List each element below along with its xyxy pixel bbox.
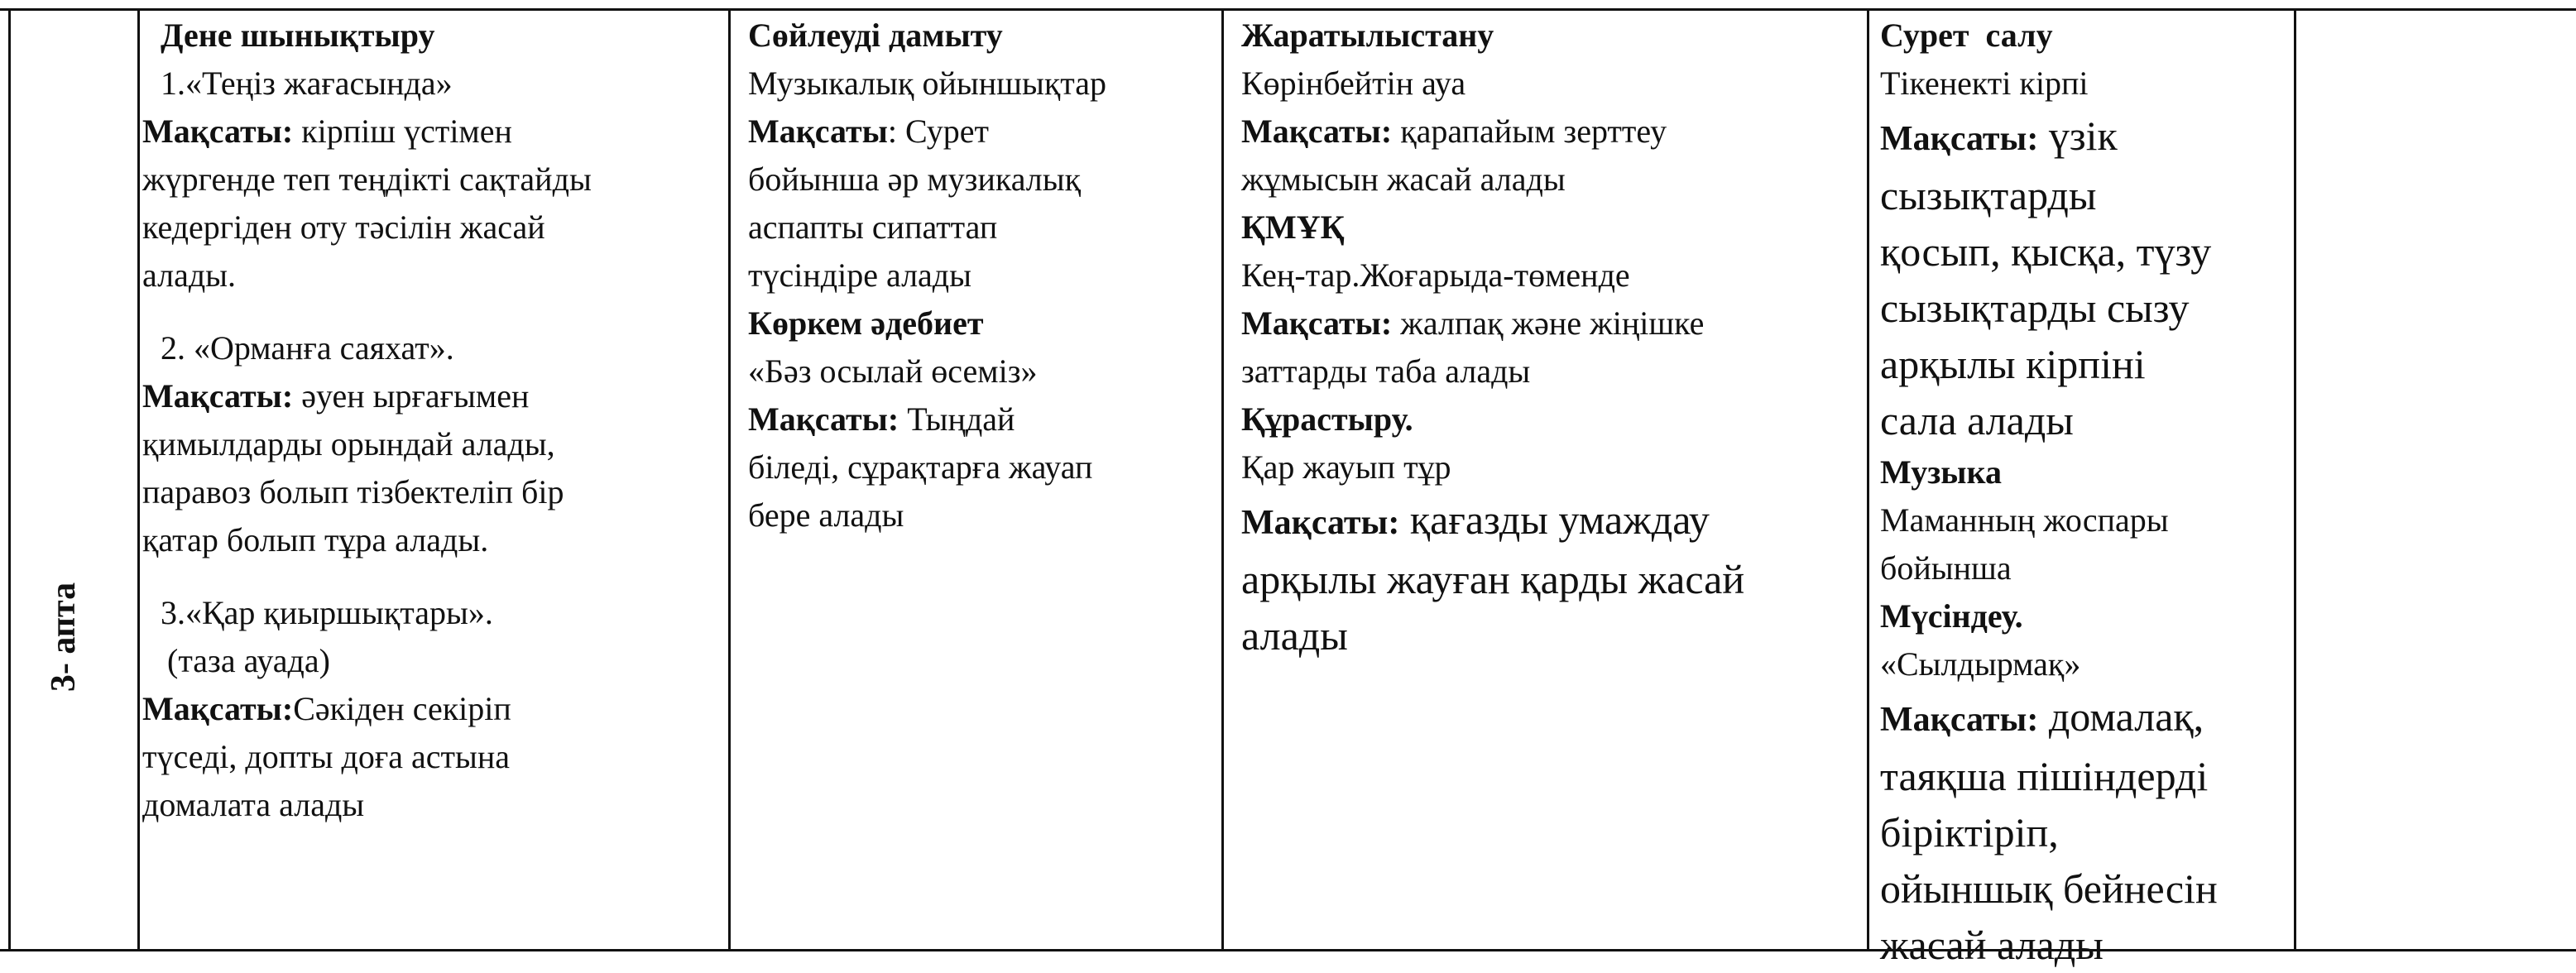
goal-text: қатар болып тұра алады.	[142, 521, 489, 558]
column-divider	[2294, 8, 2296, 951]
goal-text: заттарды таба алады	[1241, 352, 1531, 390]
activity-title: бойынша	[1880, 549, 2012, 587]
goal-line	[1241, 108, 1864, 156]
goal-label: Мақсаты:	[748, 400, 899, 438]
subject-title: ҚМҰҚ	[1241, 208, 1345, 246]
activity-title: Көрінбейтін ауа	[1241, 65, 1466, 102]
activity-title: «Сылдырмақ»	[1880, 645, 2081, 683]
cell-physical-education	[142, 12, 725, 829]
subject-title: Музыка	[1880, 453, 2002, 491]
activity-subtitle: (таза ауада)	[167, 642, 330, 679]
table-border-left	[8, 8, 11, 951]
subject-title: Көркем әдебиет	[748, 304, 984, 342]
subject-title: Дене шынықтыру	[161, 17, 435, 54]
goal-text: Тыңдай	[899, 400, 1015, 438]
goal-label: Мақсаты	[748, 113, 888, 150]
activity-title: 3.«Қар қиыршықтары».	[161, 594, 493, 631]
goal-text: жалпақ және жіңішке	[1392, 304, 1705, 342]
column-divider	[1221, 8, 1224, 951]
spacer	[142, 300, 725, 324]
cell-drawing	[1880, 12, 2291, 973]
activity-title: 1.«Теңіз жағасында»	[161, 65, 453, 102]
goal-text: кірпіш үстімен	[293, 113, 512, 150]
goal-label: Мақсаты:	[1241, 504, 1400, 542]
column-divider	[728, 8, 731, 951]
goal-text: қағазды умаждау	[1399, 496, 1710, 543]
activity-title: Қар жауып тұр	[1241, 448, 1451, 486]
goal-label: Мақсаты:	[1880, 701, 2039, 739]
subject-title: Құрастыру.	[1241, 400, 1413, 438]
goal-text: арқылы жауған қарды жасай	[1241, 556, 1745, 602]
goal-line	[1880, 108, 2291, 167]
goal-text: бойынша әр музикалық	[748, 161, 1082, 198]
goal-text: жұмысын жасай алады	[1241, 161, 1566, 198]
activity-title: Музыкалық ойыншықтар	[748, 65, 1106, 102]
goal-text: жасай алады	[1880, 922, 2103, 968]
cell-speech-development	[748, 12, 1220, 539]
cell-empty	[2300, 12, 2574, 947]
goal-text: кедергіден оту тәсілін жасай	[142, 208, 545, 246]
goal-line	[1241, 300, 1864, 348]
goal-label: Мақсаты:	[142, 377, 294, 415]
goal-text: ойыншық бейнесін	[1880, 865, 2218, 912]
activity-title: «Бәз осылай өсеміз»	[748, 352, 1038, 390]
spacer	[142, 564, 725, 589]
goal-text: сызықтарды сызу	[1880, 285, 2190, 331]
activity-title: Тікенекті кірпі	[1880, 65, 2089, 102]
goal-text: қосып, қысқа, түзу	[1880, 228, 2212, 275]
goal-line	[142, 108, 725, 156]
goal-text: қарапайым зерттеу	[1392, 113, 1667, 150]
goal-text: : Сурет	[887, 113, 989, 150]
goal-text: домалақ,	[2038, 693, 2204, 740]
goal-text: сызықтарды	[1880, 172, 2097, 218]
subject-title: Мүсіндеу.	[1880, 597, 2023, 635]
goal-label: Мақсаты:	[142, 113, 294, 150]
activity-title: Кең-тар.Жоғарыда-төменде	[1241, 256, 1630, 294]
week-label: 3- апта	[45, 582, 83, 693]
goal-text: алады	[1241, 612, 1348, 659]
goal-label: Мақсаты:	[142, 690, 294, 727]
goal-line	[748, 108, 1220, 156]
cell-natural-science	[1241, 12, 1864, 664]
column-divider	[1867, 8, 1869, 951]
goal-text: біріктіріп,	[1880, 809, 2059, 856]
goal-text: паравоз болып тізбектеліп бір	[142, 473, 564, 510]
goal-label: Мақсаты:	[1880, 120, 2039, 158]
goal-text: қимылдарды орындай алады,	[142, 425, 555, 463]
goal-text: бере алады	[748, 496, 904, 534]
goal-label: Мақсаты:	[1241, 304, 1393, 342]
goal-text: түседі, допты доға астына	[142, 738, 511, 775]
goal-text: таяқша пішіндерді	[1880, 753, 2209, 799]
goal-line	[142, 372, 725, 420]
goal-text: әуен ырғағымен	[293, 377, 530, 415]
goal-text: біледі, сұрақтарға жауап	[748, 448, 1093, 486]
goal-line	[142, 685, 725, 733]
column-divider	[137, 8, 140, 951]
goal-line	[1880, 688, 2291, 748]
subject-title: Сөйлеуді дамыту	[748, 17, 1003, 54]
goal-line	[1241, 491, 1864, 551]
goal-text: жүргенде теп теңдікті сақтайды	[142, 161, 592, 198]
activity-title: Маманның жоспары	[1880, 501, 2169, 539]
goal-text: аспапты сипаттап	[748, 208, 998, 246]
goal-line	[748, 395, 1220, 443]
goal-text: домалата алады	[142, 786, 365, 823]
goal-text: сала алады	[1880, 397, 2074, 443]
activity-title: 2. «Орманға саяхат».	[161, 329, 454, 367]
goal-text: үзік	[2038, 113, 2118, 159]
goal-label: Мақсаты:	[1241, 113, 1393, 150]
goal-text: алады.	[142, 256, 237, 294]
table-border-top	[0, 8, 2576, 11]
goal-text: арқылы кірпіні	[1880, 341, 2146, 387]
goal-text: Сәкіден секіріп	[293, 690, 511, 727]
subject-title: Жаратылыстану	[1241, 17, 1494, 54]
subject-title: Сурет салу	[1880, 17, 2053, 54]
goal-text: түсіндіре алады	[748, 256, 972, 294]
